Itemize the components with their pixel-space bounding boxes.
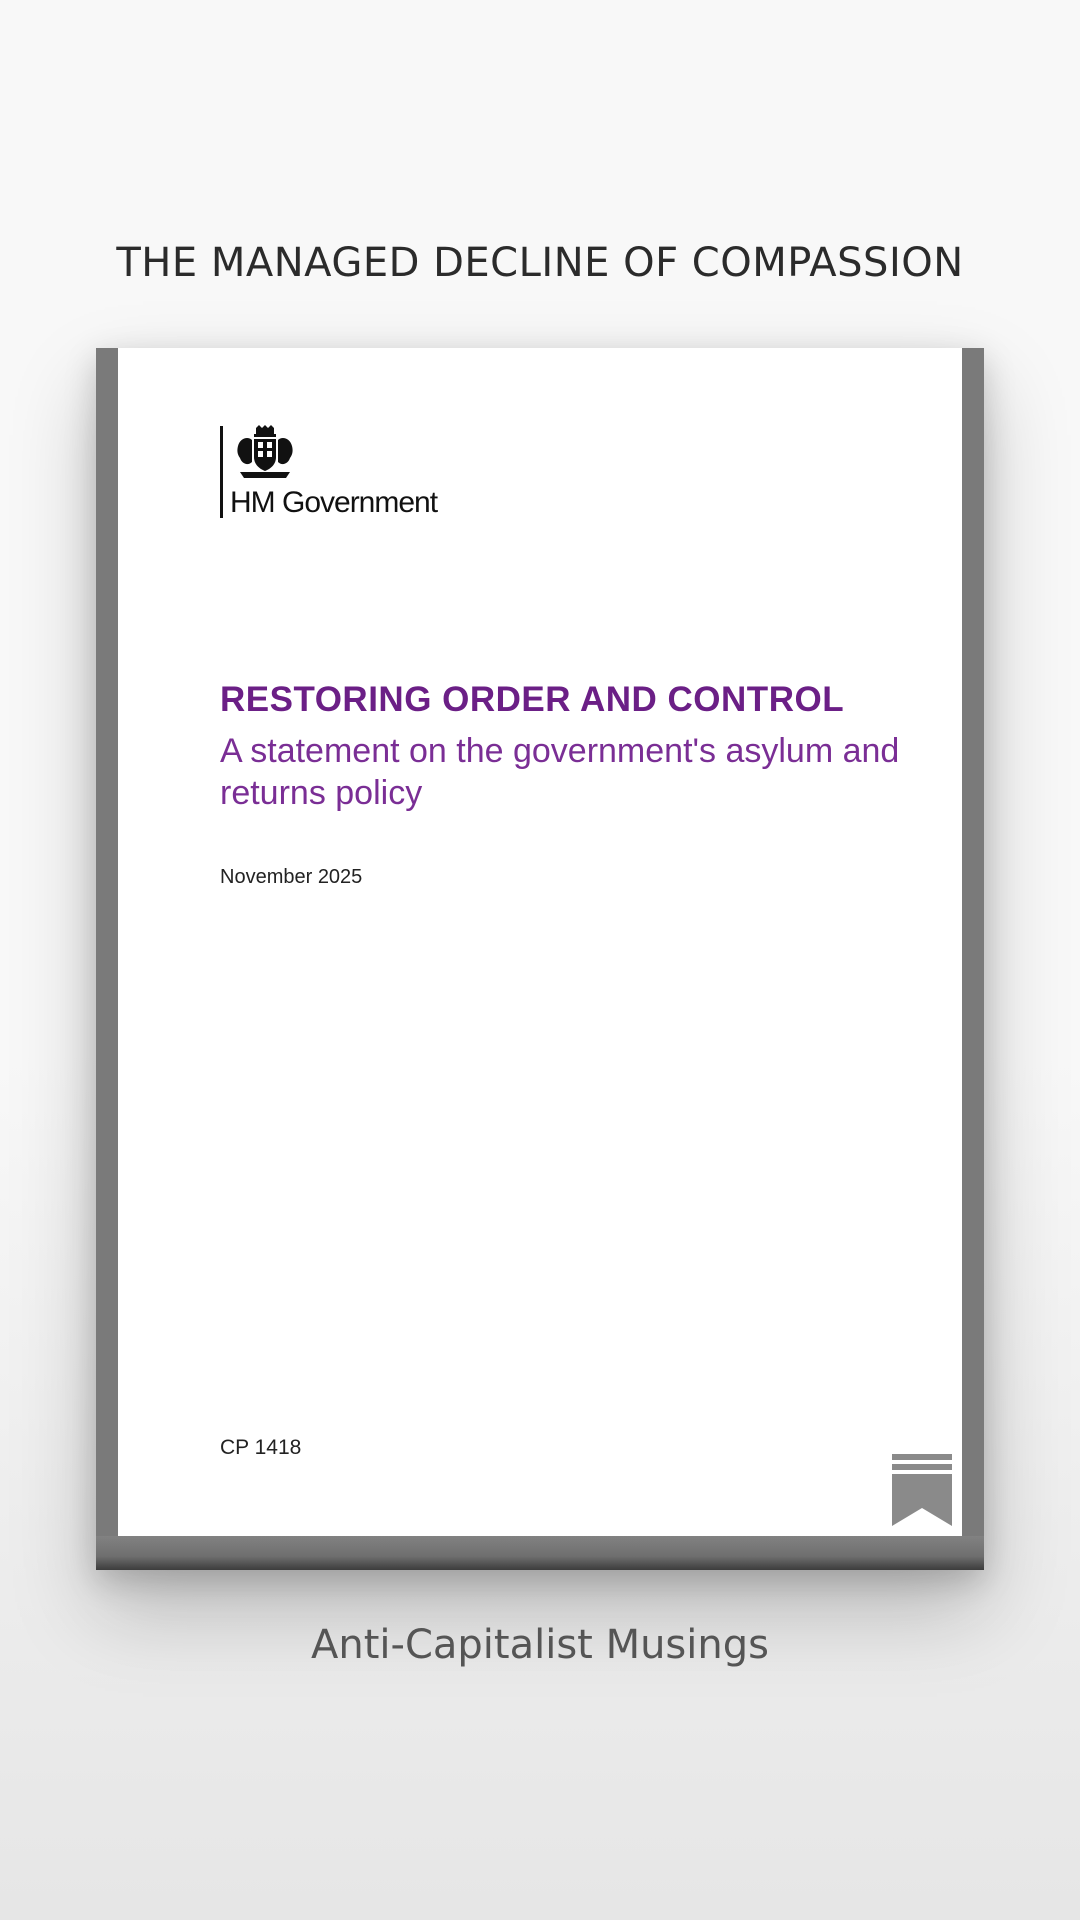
crest-divider — [220, 426, 223, 518]
publisher-name: HM Government — [230, 486, 438, 519]
book-edge — [96, 1536, 984, 1570]
cover-page — [118, 348, 962, 1536]
author-name[interactable]: Anti-Capitalist Musings — [311, 1622, 769, 1668]
document-subtitle: A statement on the government's asylum and returns policy — [220, 732, 900, 812]
royal-crest-icon — [232, 424, 298, 482]
bookmark-icon[interactable] — [892, 1454, 952, 1526]
book-cover[interactable] — [96, 348, 984, 1570]
document-reference: CP 1418 — [220, 1436, 302, 1459]
story-title: THE MANAGED DECLINE OF COMPASSION — [116, 240, 964, 286]
document-title: RESTORING ORDER AND CONTROL — [220, 680, 845, 719]
document-date: November 2025 — [220, 866, 363, 888]
